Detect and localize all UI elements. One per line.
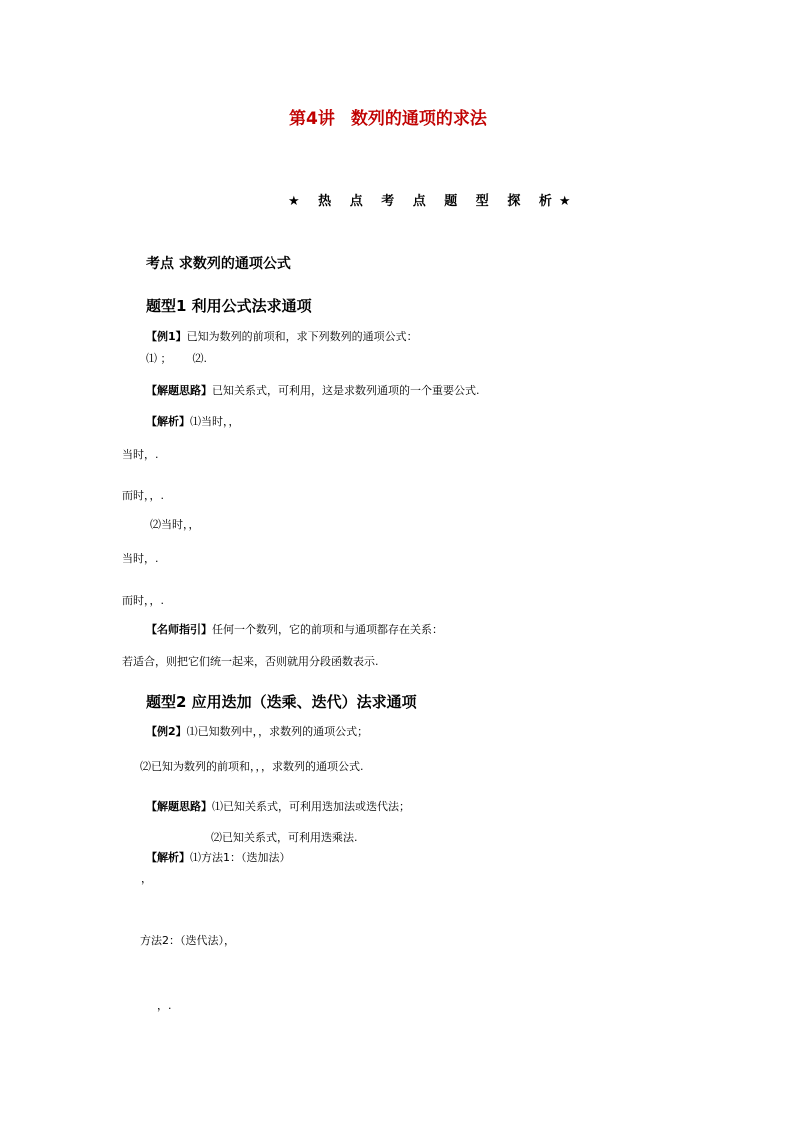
example1-part2: ⑵. xyxy=(192,352,207,365)
type2-heading: 题型2 应用迭加（迭乘、迭代）法求通项 xyxy=(146,693,417,711)
solution2-text: ⑴方法1：（迭加法） xyxy=(190,851,291,864)
idea2-line xyxy=(146,800,410,814)
kaodian-heading: 考点 求数列的通项公式 xyxy=(146,256,291,272)
lesson-number: 第4讲 xyxy=(289,109,335,129)
example2-text: ⑴已知数列中，，求数列的通项公式； xyxy=(186,725,369,738)
example2-line2: ⑵已知为数列的前项和，，，求数列的通项公式. xyxy=(140,760,364,773)
method2-line: 方法2：（迭代法）， xyxy=(140,934,235,947)
type1-heading: 题型1 利用公式法求通项 xyxy=(146,297,312,315)
solution2-tag: 【解析】 xyxy=(146,851,190,864)
example2-tag: 【例2】 xyxy=(146,725,187,738)
solution1-tag: 【解析】 xyxy=(146,415,190,428)
example1-text: 已知为数列的前项和，求下列数列的通项公式： xyxy=(186,330,418,343)
solution1-line xyxy=(146,415,240,429)
idea2-line2: ⑵已知关系式，可利用迭乘法. xyxy=(211,831,358,844)
tip1-tag: 【名师指引】 xyxy=(146,623,212,636)
example1-tag: 【例1】 xyxy=(146,330,187,343)
solution1-line-d: 当时，. xyxy=(122,552,159,565)
solution1-line-a: 当时，. xyxy=(122,448,159,461)
idea1-tag: 【解题思路】 xyxy=(146,384,212,397)
solution1-line-b: 而时，，. xyxy=(122,489,164,502)
tip1-line2: 若适合，则把它们统一起来，否则就用分段函数表示. xyxy=(122,655,379,668)
solution1-text: ⑴当时，， xyxy=(190,415,240,428)
tip1-text: 任何一个数列，它的前项和与通项都存在关系： xyxy=(212,623,443,636)
example2-line xyxy=(146,725,368,739)
solution1-line-c: ⑵当时，， xyxy=(150,518,200,531)
example1-part1: ⑴ ； xyxy=(146,352,172,365)
idea2-text: ⑴已知关系式，可利用迭加法或迭代法； xyxy=(212,800,410,813)
solution2-line xyxy=(146,851,291,865)
idea2-tag: 【解题思路】 xyxy=(146,800,212,813)
solution2-tail: ，. xyxy=(157,999,172,1012)
solution1-line-e: 而时，，. xyxy=(122,594,164,607)
lesson-topic: 数列的通项的求法 xyxy=(350,109,487,129)
page-title xyxy=(289,108,487,130)
example1-line xyxy=(146,330,418,344)
tip1-line xyxy=(146,623,443,637)
example1-parts xyxy=(146,352,207,366)
idea1-line xyxy=(146,384,480,398)
solution2-comma: ， xyxy=(141,872,152,885)
idea1-text: 已知关系式，可利用，这是求数列通项的一个重要公式. xyxy=(212,384,480,397)
section-heading: ★ 热 点 考 点 题 型 探 析★ xyxy=(288,194,578,209)
